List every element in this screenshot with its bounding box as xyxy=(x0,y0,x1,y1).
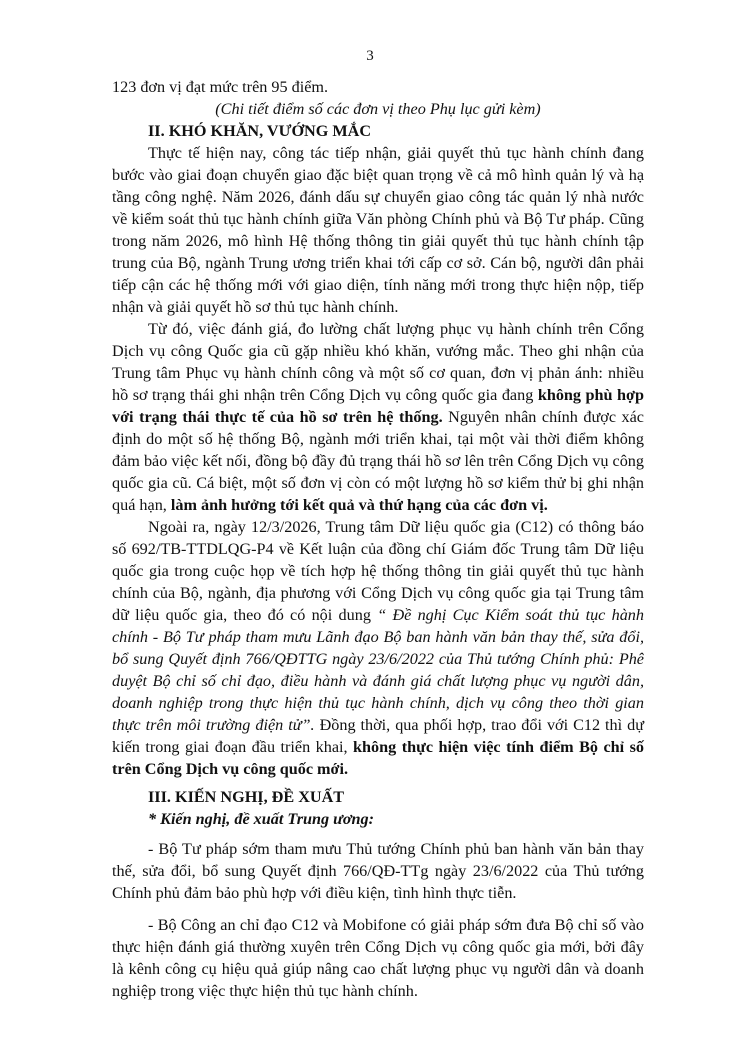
section-3-item-2: - Bộ Công an chỉ đạo C12 và Mobifone có giải pháp sớm đưa Bộ chỉ số vào thực hiện đánh giá thường xuyên trên Cổng Dịch vụ công quốc gia mới, bởi đây là kênh công cụ hiệu quả giúp nâng cao chất lượng phục vụ người dân và doanh nghiệp trong việc thực hiện thủ tục hành chính. xyxy=(112,916,644,1000)
section-3-subheading: * Kiến nghị, đề xuất Trung ương: xyxy=(148,810,375,828)
section-2-paragraph-3-text-b: Đồng thời, qua phối hợp, trao đổi với C12 thì dự kiến trong giai đoạn đầu triển khai, xyxy=(112,716,644,756)
section-2-paragraph-3-text-a: Ngoài ra, ngày 12/3/2026, Trung tâm Dữ liệu quốc gia (C12) có thông báo số 692/TB-TTDLQG-P4 về Kết luận của đồng chí Giám đốc Trung tâm Dữ liệu quốc gia trong cuộc họp về tích hợp hệ thống thông tin giải quyết thủ tục hành chính của Bộ, ngành, địa phương với Cổng Dịch vụ công quốc gia tại Trung tâm dữ liệu quốc gia, theo đó có nội dung xyxy=(112,518,644,624)
section-2-paragraph-3-quote: “ Đề nghị Cục Kiểm soát thủ tục hành chính - Bộ Tư pháp tham mưu Lãnh đạo Bộ ban hành văn bản thay thế, sửa đổi, bổ sung Quyết định 766/QĐTTG ngày 23/6/2022 của Thủ tướng Chính phủ: Phê duyệt Bộ chỉ số chỉ đạo, điều hành và đánh giá chất lượng phục vụ người dân, doanh nghiệp trong thực hiện thủ tục hành chính, dịch vụ công theo thời gian thực trên môi trường điện tử”. xyxy=(112,606,644,734)
section-2-paragraph-2-text-a: Từ đó, việc đánh giá, đo lường chất lượng phục vụ hành chính trên Cổng Dịch vụ công Quốc gia cũ gặp nhiều khó khăn, vướng mắc. Theo ghi nhận của Trung tâm Phục vụ hành chính công và một số cơ quan, đơn vị phản ánh: nhiều hồ sơ trạng thái ghi nhận trên Cổng Dịch vụ công quốc gia đang xyxy=(112,320,644,404)
section-2-paragraph-3 xyxy=(112,516,644,780)
section-3-heading: III. KIẾN NGHỊ, ĐỀ XUẤT xyxy=(148,788,345,806)
appendix-note: (Chi tiết điểm số các đơn vị theo Phụ lục gửi kèm) xyxy=(215,100,541,118)
section-2-paragraph-2 xyxy=(112,318,644,516)
section-2-paragraph-2-text-b: Nguyên nhân chính được xác định do một số hệ thống Bộ, ngành mới triển khai, tại một vài thời điểm không đảm bảo việc kết nối, đồng bộ đầy đủ trạng thái hồ sơ lên trên Cổng Dịch vụ công quốc gia cũ. Cá biệt, một số đơn vị còn có một lượng hồ sơ kiểm thử bị ghi nhận quá hạn, xyxy=(112,408,644,514)
section-2-paragraph-3-bold: không thực hiện việc tính điểm Bộ chỉ số trên Cổng Dịch vụ công quốc mới. xyxy=(112,738,644,778)
section-2-paragraph-2-bold-b: làm ảnh hưởng tới kết quả và thứ hạng của các đơn vị. xyxy=(170,496,548,514)
section-2-paragraph-1: Thực tế hiện nay, công tác tiếp nhận, giải quyết thủ tục hành chính đang bước vào giai đoạn chuyển giao đặc biệt quan trọng về cả mô hình quản lý và hạ tầng công nghệ. Năm 2026, đánh dấu sự chuyển giao công tác quản lý nhà nước về kiểm soát thủ tục hành chính giữa Văn phòng Chính phủ và Bộ Tư pháp. Cũng trong năm 2026, mô hình Hệ thống thông tin giải quyết thủ tục hành chính tập trung của Bộ, ngành Trung ương triển khai tới cấp cơ sở. Cán bộ, người dân phải tiếp cận các hệ thống mới với giao diện, tính năng mới trong thực hiện nộp, tiếp nhận và giải quyết hồ sơ thủ tục hành chính. xyxy=(112,144,644,316)
section-3-item-1: - Bộ Tư pháp sớm tham mưu Thủ tướng Chính phủ ban hành văn bản thay thế, sửa đổi, bổ sung Quyết định 766/QĐ-TTg ngày 23/6/2022 của Thủ tướng Chính phủ đảm bảo phù hợp với điều kiện, tình hình thực tiễn. xyxy=(112,840,644,902)
document-body xyxy=(112,76,644,1002)
page-number: 3 xyxy=(366,48,374,64)
section-2-heading: II. KHÓ KHĂN, VƯỚNG MẮC xyxy=(148,122,372,140)
intro-paragraph: 123 đơn vị đạt mức trên 95 điểm. xyxy=(112,78,329,96)
section-2-paragraph-2-bold-a: không phù hợp với trạng thái thực tế của hồ sơ trên hệ thống. xyxy=(112,386,644,426)
